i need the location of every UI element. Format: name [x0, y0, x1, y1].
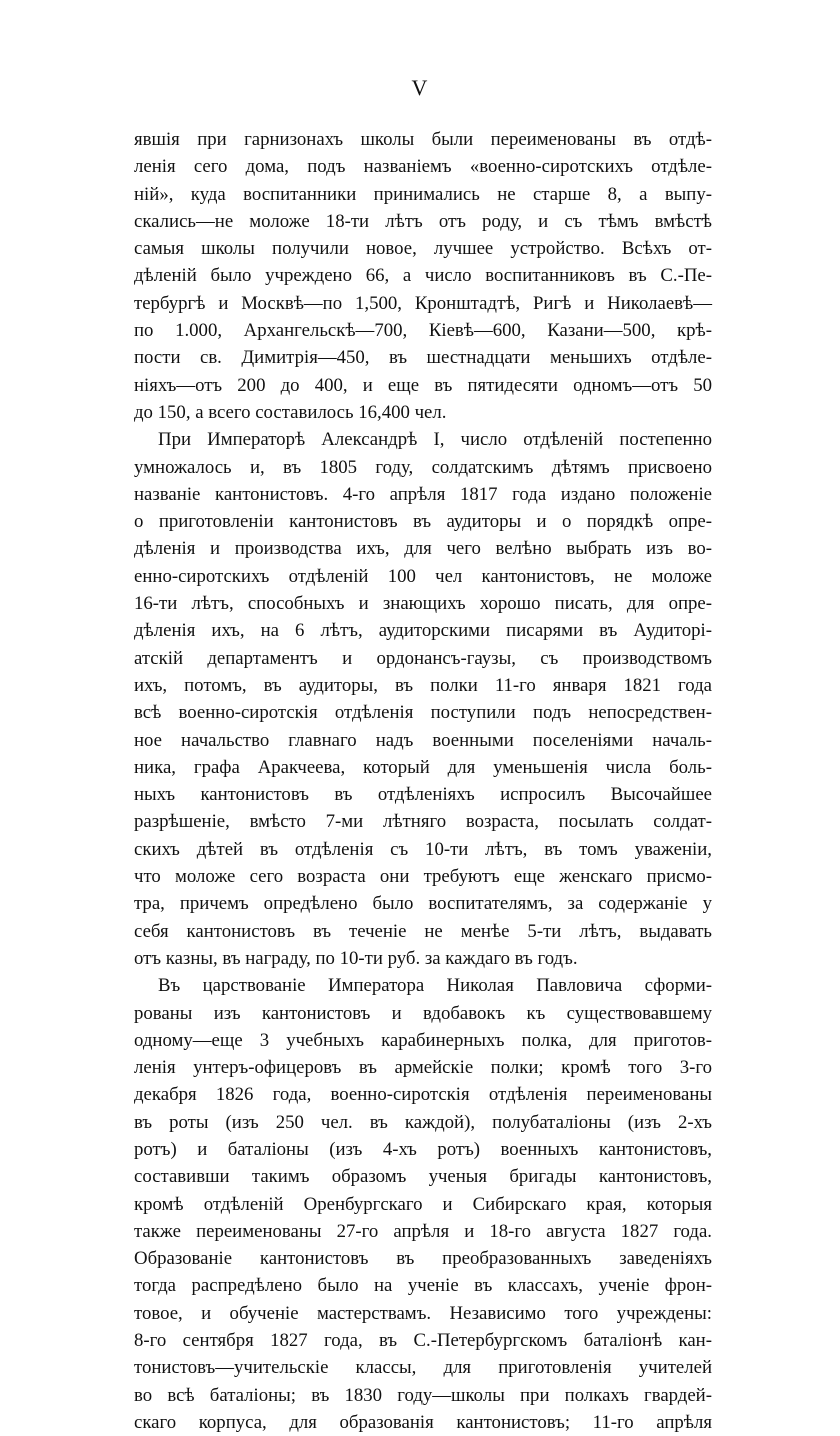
- text-line: 16-ти лѣтъ, способныхъ и знающихъ хорошо писать, для опре-: [134, 593, 712, 615]
- text-line: ротъ) и баталіоны (изъ 4-хъ ротъ) военныхъ кантонистовъ,: [134, 1138, 712, 1160]
- text-line: разрѣшеніе, вмѣсто 7-ми лѣтняго возраста, посылать солдат-: [134, 811, 712, 833]
- page-number: V: [411, 75, 429, 100]
- text-line: тра, причемъ опредѣлено было воспитателямъ, за содержаніе у: [134, 893, 712, 915]
- text-line: себя кантонистовъ въ теченіе не менѣе 5-ти лѣтъ, выдавать: [134, 920, 712, 942]
- text-line: явшія при гарнизонахъ школы были переименованы въ отдѣ-: [134, 129, 712, 150]
- text-line: 8-го сентября 1827 года, въ С.-Петербургскомъ баталіонѣ кан-: [134, 1330, 712, 1352]
- text-line: отъ казны, въ награду, по 10-ти руб. за каждаго въ годъ.: [134, 947, 578, 969]
- text-line: пости св. Димитрія—450, въ шестнадцати меньшихъ отдѣле-: [134, 347, 712, 369]
- text-line: всѣ военно-сиротскія отдѣленія поступили подъ непосредствен-: [134, 702, 712, 724]
- text-line: во всѣ баталіоны; въ 1830 году—школы при полкахъ гвардей-: [134, 1384, 712, 1406]
- text-line: ихъ, потомъ, въ аудиторы, въ полки 11-го января 1821 года: [134, 674, 712, 696]
- text-line: что моложе сего возраста они требуютъ еще женскаго присмо-: [134, 866, 712, 888]
- text-line: ныхъ кантонистовъ въ отдѣленіяхъ испросилъ Высочайшее: [134, 784, 712, 806]
- text-line: декабря 1826 года, военно-сиротскія отдѣленія переименованы: [134, 1084, 712, 1106]
- text-line: названіе кантонистовъ. 4-го апрѣля 1817 года издано положеніе: [134, 483, 712, 505]
- text-line: въ роты (изъ 250 чел. въ каждой), полубаталіоны (изъ 2-хъ: [134, 1111, 712, 1133]
- text-line: одному—еще 3 учебныхъ карабинерныхъ полка, для приготов-: [134, 1029, 712, 1051]
- text-line: также переименованы 27-го апрѣля и 18-го августа 1827 года.: [134, 1220, 712, 1242]
- text-line: о приготовленіи кантонистовъ въ аудиторы и о порядкѣ опре-: [134, 511, 712, 533]
- text-line: до 150, а всего составилось 16,400 чел.: [134, 401, 447, 423]
- text-line: ній», куда воспитанники принимались не старше 8, а выпу-: [134, 183, 712, 205]
- text-line: ное начальство главнаго надъ военными поселеніями началь-: [134, 729, 712, 751]
- text-line: по 1.000, Архангельскѣ—700, Кіевѣ—600, Казани—500, крѣ-: [134, 320, 712, 342]
- text-line: ника, графа Аракчеева, который для уменьшенія числа боль-: [134, 756, 712, 778]
- text-body: [134, 126, 712, 1436]
- text-line: тогда распредѣлено было на ученіе въ классахъ, ученіе фрон-: [134, 1275, 712, 1297]
- text-line: ніяхъ—отъ 200 до 400, и еще въ пятидесяти одномъ—отъ 50: [134, 374, 712, 396]
- text-line: ленія унтеръ-офицеровъ въ армейскіе полки; кромѣ того 3-го: [134, 1057, 712, 1079]
- text-line: кромѣ отдѣленій Оренбургскаго и Сибирскаго края, которыя: [134, 1193, 712, 1215]
- text-line: товое, и обученіе мастерствамъ. Независимо того учреждены:: [134, 1302, 712, 1324]
- text-line: скихъ дѣтей въ отдѣленія съ 10-ти лѣтъ, въ томъ уваженіи,: [134, 838, 712, 860]
- text-line: дѣленія ихъ, на 6 лѣтъ, аудиторскими писарями въ Аудиторі-: [134, 620, 712, 642]
- text-line: скались—не моложе 18-ти лѣтъ отъ роду, и съ тѣмъ вмѣстѣ: [134, 210, 712, 232]
- text-line: енно-сиротскихъ отдѣленій 100 чел кантонистовъ, не моложе: [134, 565, 712, 587]
- text-line: атскій департаментъ и ордонансъ-гаузы, съ производствомъ: [134, 647, 712, 669]
- text-line: При Императорѣ Александрѣ I, число отдѣленій постепенно: [158, 429, 712, 451]
- text-line: дѣленій было учреждено 66, а число воспитанниковъ въ С.-Пе-: [134, 265, 712, 287]
- text-line: составивши такимъ образомъ ученыя бригады кантонистовъ,: [134, 1166, 712, 1188]
- text-line: рованы изъ кантонистовъ и вдобавокъ къ существовавшему: [134, 1002, 712, 1024]
- text-line: скаго корпуса, для образованія кантонистовъ; 11-го апрѣля: [134, 1411, 712, 1433]
- text-line: дѣленія и производства ихъ, для чего велѣно выбрать изъ во-: [134, 538, 712, 560]
- text-line: умножалось и, въ 1805 году, солдатскимъ дѣтямъ присвоено: [134, 456, 712, 478]
- text-line: Въ царствованіе Императора Николая Павловича сформи-: [158, 975, 712, 997]
- text-line: тонистовъ—учительскіе классы, для приготовленія учителей: [134, 1357, 712, 1379]
- text-line: тербургѣ и Москвѣ—по 1,500, Кронштадтѣ, Ригѣ и Николаевѣ—: [134, 292, 712, 314]
- text-line: самыя школы получили новое, лучшее устройство. Всѣхъ от-: [134, 238, 712, 260]
- text-line: ленія сего дома, подъ названіемъ «военно-сиротскихъ отдѣле-: [134, 156, 712, 178]
- text-line: Образованіе кантонистовъ въ преобразованныхъ заведеніяхъ: [134, 1248, 712, 1270]
